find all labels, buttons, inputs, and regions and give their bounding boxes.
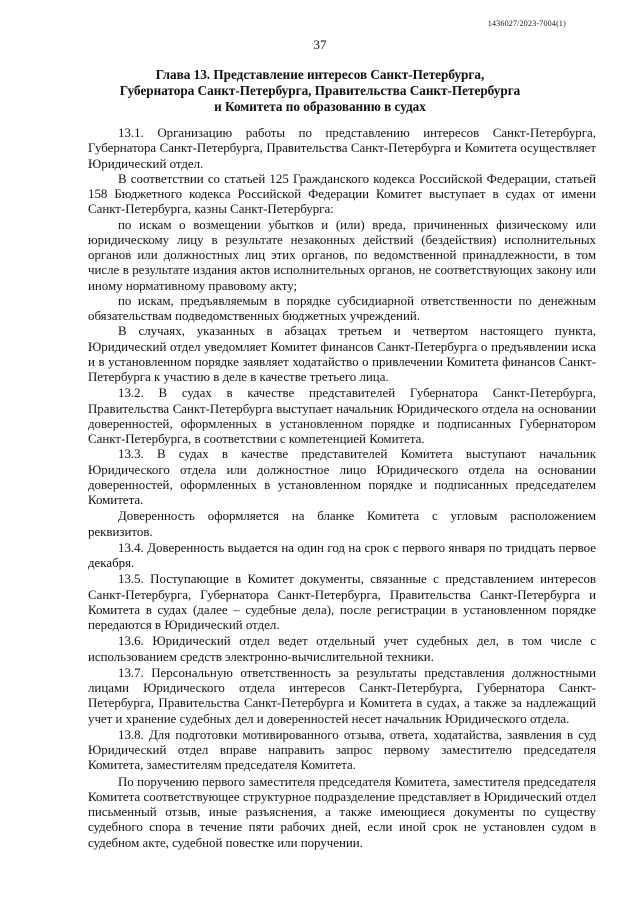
document-number: 1436027/2023-7004(1) <box>487 19 566 28</box>
paragraph: Доверенность оформляется на бланке Комитета с угловым расположением реквизитов. <box>88 509 596 539</box>
paragraph-13-6: 13.6. Юридический отдел ведет отдельный учет судебных дел, в том числе с использованием средств электронно-вычислительной техники. <box>88 634 596 664</box>
paragraph: по искам, предъявляемым в порядке субсидиарной ответственности по денежным обязательствам подведомственных бюджетных учреждений. <box>88 293 596 323</box>
chapter-title-line: Глава 13. Представление интересов Санкт-Петербурга, <box>155 67 485 82</box>
paragraph: В соответствии со статьей 125 Гражданского кодекса Российской Федерации, статьей 158 Бюджетного кодекса Российской Федерации Комитет выступает в судах от имени Санкт-Петербурга, казны Санкт-Петербурга: <box>88 171 596 217</box>
paragraph-13-4: 13.4. Доверенность выдается на один год на срок с первого января по тридцать первое декабря. <box>88 540 596 570</box>
paragraph-13-7: 13.7. Персональную ответственность за результаты представления должностными лицами Юридического отдела интересов Санкт-Петербурга, Губернатора Санкт-Петербурга, Правительства Санкт-Петербурга и Комитета в судах, а также за надлежащий учет и хранение судебных дел и доверенностей несет начальник Юридического отдела. <box>88 665 596 726</box>
paragraph-13-2: 13.2. В судах в качестве представителей Губернатора Санкт-Петербурга, Правительства Санкт-Петербурга выступает начальник Юридического отдела на основании доверенностей, оформленных в установленном порядке и подписанных Губернатором Санкт-Петербурга, в соответствии с компетенцией Комитета. <box>88 386 596 446</box>
paragraph-13-8: 13.8. Для подготовки мотивированного отзыва, ответа, ходатайства, заявления в суд Юридический отдел вправе направить запрос первому заместителю председателя Комитета, заместителям председателя Комитета. <box>88 727 596 773</box>
paragraph: По поручению первого заместителя председателя Комитета, заместителя председателя Комитета соответствующее структурное подразделение представляет в Юридический отдел письменный отзыв, иные разъяснения, а также имеющиеся документы по существу судебного спора в течение пяти рабочих дней, если иной срок не установлен судом в судебном акте, судебной повестке или поручении. <box>88 774 596 850</box>
chapter-title-line: Губернатора Санкт-Петербурга, Правительства Санкт-Петербурга <box>119 83 521 98</box>
document-body <box>88 126 596 851</box>
page-number: 37 <box>313 37 327 52</box>
paragraph: по искам о возмещении убытков и (или) вреда, причиненных физическому или юридическому лицу в результате незаконных действий (бездействия) исполнительных органов или должностных лиц этих органов, по ведомственной принадлежности, в том числе в результате издания актов исполнительных органов, не соответствующих закону или иному нормативному правовому акту; <box>88 217 596 293</box>
paragraph-13-5: 13.5. Поступающие в Комитет документы, связанные с представлением интересов Санкт-Петербурга, Губернатора Санкт-Петербурга, Правительства Санкт-Петербурга и Комитета в судах (далее – судебные дела), после регистрации в установленном порядке передаются в Юридический отдел. <box>88 572 596 632</box>
paragraph-13-3: 13.3. В судах в качестве представителей Комитета выступают начальник Юридического отдела или должностное лицо Юридического отдела на основании доверенностей, оформленных в установленном порядке и подписанных председателем Комитета. <box>88 447 596 507</box>
paragraph-13-1: 13.1. Организацию работы по представлению интересов Санкт-Петербурга, Губернатора Санкт-Петербурга, Правительства Санкт-Петербурга и Комитета осуществляет Юридический отдел. <box>88 126 596 171</box>
chapter-title <box>88 67 552 115</box>
paragraph: В случаях, указанных в абзацах третьем и четвертом настоящего пункта, Юридический отдел уведомляет Комитет финансов Санкт-Петербурга о предъявлении иска и в установленном порядке заявляет ходатайство о привлечении Комитета финансов Санкт-Петербурга к участию в деле в качестве третьего лица. <box>88 324 596 384</box>
chapter-title-line: и Комитета по образованию в судах <box>214 99 426 114</box>
